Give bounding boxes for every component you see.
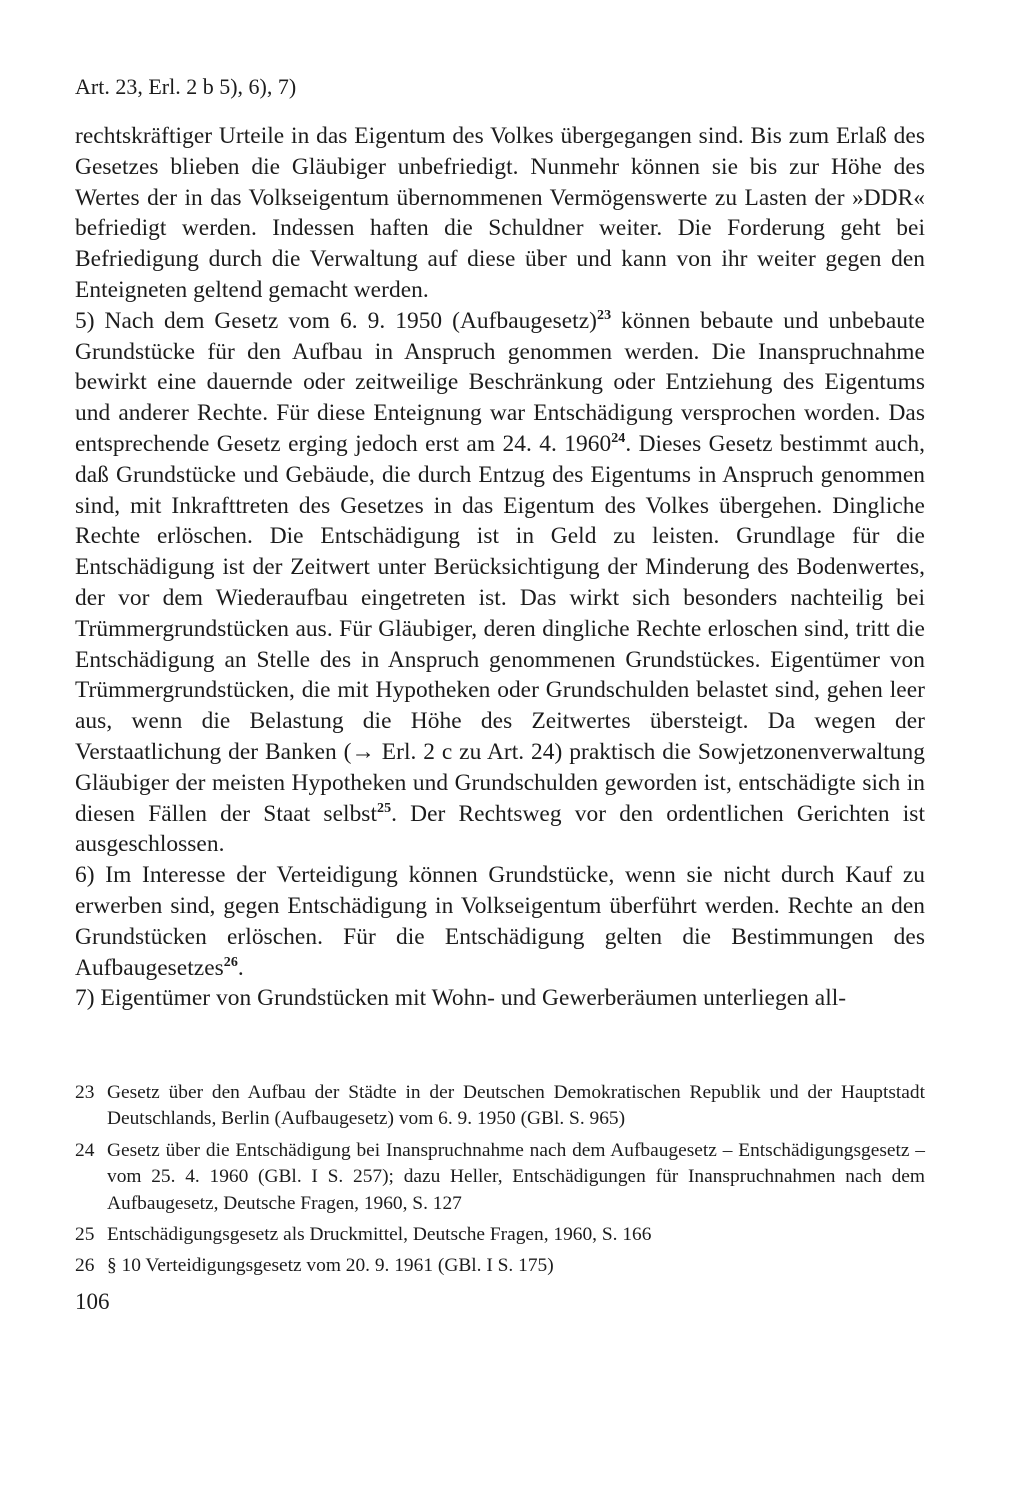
- footnote-text: § 10 Verteidigungsgesetz vom 20. 9. 1961 (GBl. I S. 175): [107, 1255, 554, 1277]
- footnote-ref-25[interactable]: 25: [377, 800, 392, 816]
- footnote-24: [75, 1138, 925, 1217]
- paragraph-continuation: [75, 121, 925, 306]
- footnote-ref-24[interactable]: 24: [611, 430, 626, 446]
- page-number: 106: [75, 1289, 110, 1314]
- paragraph-text: 7) Eigentümer von Grundstücken mit Wohn- und Gewerberäumen unterliegen all-: [75, 985, 847, 1012]
- paragraph-text: 6) Im Interesse der Verteidigung können Grundstücke, wenn sie nicht durch Kauf zu erwerben sind, gegen Entschädigung in Volkseigentum überführt werden. Rechte an den Grundstücken erlöschen. Für die Entschädigung gelten die Bestimmungen des Aufbaugesetzes: [75, 862, 925, 981]
- footnote-23: [75, 1080, 925, 1133]
- paragraph-text: .: [237, 954, 244, 981]
- paragraph-text: rechtskräftiger Urteile in das Eigentum des Volkes übergegangen sind. Bis zum Erlaß des Gesetzes blieben die Gläubiger unbefriedigt. Nunmehr können sie bis zur Höhe des Wertes der in das Volkseigentum übernommenen Vermögenswerte zu Lasten der »DDR« befriedigt werden. Indessen haften die Schuldner weiter. Die Forderung geht bei Befriedigung durch die Verwaltung auf diese über und kann von ihr weiter gegen den Enteigneten geltend gemacht werden.: [75, 123, 925, 303]
- footnote-text: Entschädigungsgesetz als Druckmittel, Deutsche Fragen, 1960, S. 166: [107, 1224, 652, 1246]
- paragraph-text: 5) Nach dem Gesetz vom 6. 9. 1950 (Aufbaugesetz): [75, 307, 598, 334]
- paragraph-5: [75, 306, 925, 860]
- paragraph-text: . Der Rechtsweg vor den ordentlichen Gerichten ist ausgeschlossen.: [75, 800, 925, 858]
- footnote-ref-23[interactable]: 23: [597, 307, 612, 323]
- paragraph-text: können bebaute und unbebaute Grundstücke für den Aufbau in Anspruch genommen werden. Die Inanspruchnahme bewirkt eine dauernde oder zeitweilige Beschränkung oder Entziehung des Eigentums und anderer Rechte. Für diese Enteignung war Entschädigung versprochen worden. Das entsprechende Gesetz erging jedoch erst am 24. 4. 1960: [75, 307, 925, 457]
- footnotes: [75, 1080, 925, 1285]
- paragraph-6: [75, 860, 925, 983]
- body-text: [75, 121, 925, 1014]
- page-content: [75, 72, 925, 1014]
- footnote-text: Gesetz über die Entschädigung bei Inanspruchnahme nach dem Aufbaugesetz – Entschädigungsgesetz – vom 25. 4. 1960 (GBl. I S. 257); dazu Heller, Entschädigungen für Inanspruchnahmen nach dem Aufbaugesetz, Deutsche Fragen, 1960, S. 127: [107, 1139, 925, 1214]
- footnote-25: [75, 1222, 925, 1248]
- footnote-number: 23: [75, 1082, 95, 1103]
- footnote-number: 24: [75, 1139, 95, 1161]
- footnote-number: 25: [75, 1224, 95, 1246]
- footnote-26: [75, 1253, 925, 1279]
- footnote-ref-26[interactable]: 26: [223, 954, 238, 970]
- paragraph-text: . Dieses Gesetz bestimmt auch, daß Grundstücke und Gebäude, die durch Entzug des Eigentums in Anspruch genommen sind, mit Inkrafttreten des Gesetzes in das Eigentum des Volkes übergehen. Dingliche Rechte erlöschen. Die Entschädigung ist in Geld zu leisten. Grundlage für die Entschädigung ist der Zeitwert unter Berücksichtigung der Minderung des Bodenwertes, der vor dem Wiederaufbau eingetreten ist. Das wirkt sich besonders nachteilig bei Trümmergrundstücken aus. Für Gläubiger, deren dingliche Rechte erloschen sind, tritt die Entschädigung an Stelle des in Anspruch genommenen Grundstückes. Eigentümer von Trümmergrundstücken, die mit Hypotheken oder Grundschulden belastet sind, gehen leer aus, wenn die Belastung die Höhe des Zeitwertes übersteigt. Da wegen der Verstaatlichung der Banken (→ Erl. 2 c zu Art. 24) praktisch die Sowjetzonenverwaltung Gläubiger der meisten Hypotheken und Grundschulden geworden ist, entschädigte sich in diesen Fällen der Staat selbst: [75, 430, 925, 827]
- running-head: Art. 23, Erl. 2 b 5), 6), 7): [75, 74, 297, 99]
- footnote-text: Gesetz über den Aufbau der Städte in der Deutschen Demokratischen Republik und der Hauptstadt Deutschlands, Berlin (Aufbaugesetz) vom 6. 9. 1950 (GBl. S. 965): [107, 1082, 925, 1130]
- footnote-number: 26: [75, 1255, 95, 1277]
- paragraph-7: [75, 983, 925, 1014]
